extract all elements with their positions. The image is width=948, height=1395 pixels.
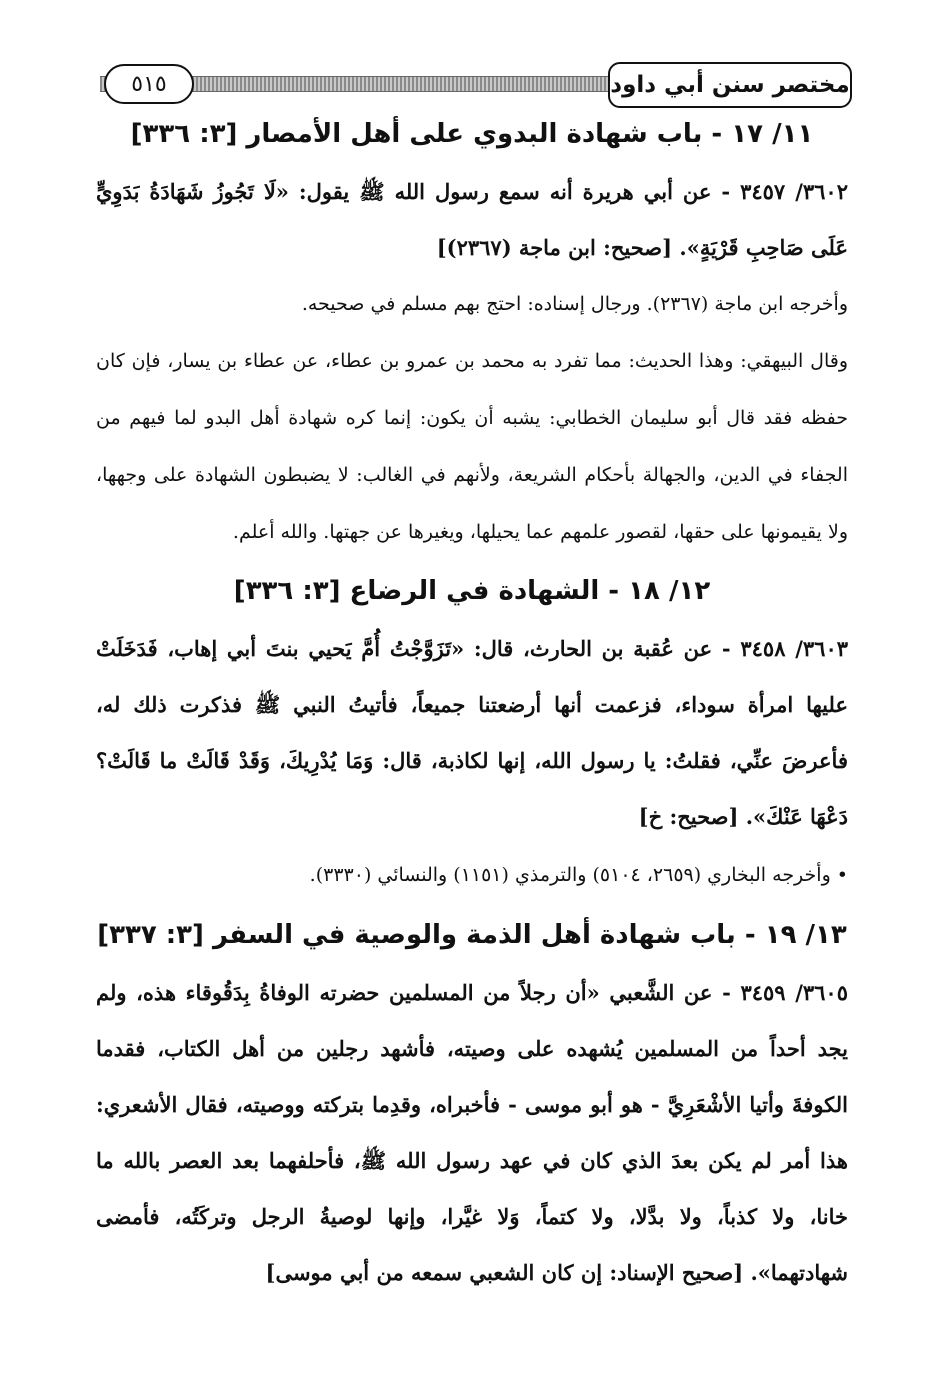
chapter-heading: ١٢/ ١٨ - الشهادة في الرضاع [٣: ٣٣٦] (233, 576, 711, 606)
hadith-text: ٣٦٠٢/ ٣٤٥٧ - عن أبي هريرة أنه سمع رسول الله ﷺ يقول: «لَا تَجُوزُ شَهَادَةُ بَدَوِيٍّ عَلَى صَاحِبِ قَرْيَةٍ». [صحيح: ابن ماجة (٢٣٦٧)] (96, 179, 848, 260)
hadith-text: ٣٦٠٣/ ٣٤٥٨ - عن عُقبة بن الحارث، قال: «تَزَوَّجْتُ أُمَّ يَحيي بنتَ أبي إهاب، فَدَخَلَتْ عليها امرأة سوداء، فزعمت أنها أرضعتنا جميعاً، فأتيتُ النبي ﷺ فذكرت ذلك له، فأعرضَ عنِّي، فقلتُ: يا رسول الله، إنها لكاذبة، قال: وَمَا يُدْرِيكَ، وَقَدْ قَالَتْ ما قَالَتْ؟ دَعْهَا عَنْكَ». [صحيح: خ] (96, 636, 849, 829)
takhrij-bullet: • وأخرجه البخاري (٢٦٥٩، ٥١٠٤) والترمذي (١١٥١) والنسائي (٣٣٣٠). (309, 864, 848, 886)
chapter-heading: ١١/ ١٧ - باب شهادة البدوي على أهل الأمصار [٣: ٣٣٦] (130, 119, 814, 149)
book-title: مختصر سنن أبي داود (608, 62, 852, 108)
chapter-section (96, 561, 848, 905)
running-header (100, 62, 852, 110)
page-body (96, 104, 848, 1301)
chapter-heading: ١٣/ ١٩ - باب شهادة أهل الذمة والوصية في السفر [٣: ٣٣٧] (97, 920, 847, 950)
commentary-paragraph: وأخرجه ابن ماجة (٢٣٦٧). ورجال إسناده: احتج بهم مسلم في صحيحه. (301, 293, 848, 315)
chapter-section (96, 905, 848, 1301)
chapter-section (96, 104, 848, 561)
commentary-paragraph: وقال البيهقي: وهذا الحديث: مما تفرد به محمد بن عمرو بن عطاء، عن عطاء بن يسار، فإن كان حفظه فقد قال أبو سليمان الخطابي: يشبه أن يكون: إنما كره شهادة أهل البدو لما فيهم من الجفاء في الدين، والجهالة بأحكام الشريعة، ولأنهم في الغالب: لا يضبطون الشهادة على وجهها، ولا يقيمونها على حقها، لقصور علمهم عما يحيلها، ويغيرها عن جهتها. والله أعلم. (96, 350, 848, 543)
page-number: ٥١٥ (104, 64, 194, 104)
hadith-text: ٣٦٠٥/ ٣٤٥٩ - عن الشَّعبي «أن رجلاً من المسلمين حضرته الوفاةُ بِدَقُوقاء هذه، ولم يجد أحداً من المسلمين يُشهده على وصيته، فأشهد رجلين من أهل الكتاب، فقدما الكوفةَ وأتيا الأشْعَرِيَّ - هو أبو موسى - فأخبراه، وقدِما بتركته ووصيته، فقال الأشعري: هذا أمر لم يكن بعدَ الذي كان في عهد رسول الله ﷺ، فأحلفهما بعد العصر بالله ما خانا، ولا كذباً، ولا بدَّلا، ولا كتماً، وَلا غيَّرا، وإنها لوصيةُ الرجل وتركَتُه، فأمضى شهادتهما». [صحيح الإسناد: إن كان الشعبي سمعه من أبي موسى] (96, 980, 848, 1285)
